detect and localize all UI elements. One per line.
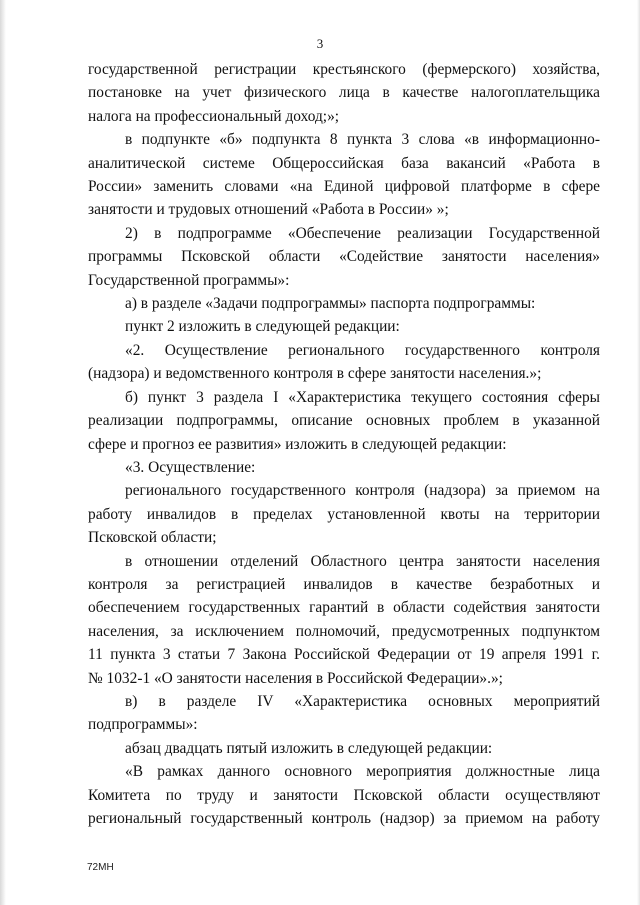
text-line: Псковской области; bbox=[88, 529, 217, 547]
text-line: 11 пункта 3 статьи 7 Закона Российской Федерации от 19 апреля 1991 г. bbox=[88, 646, 600, 664]
text-line: занятости и трудовых отношений «Работа в России» »; bbox=[88, 201, 449, 219]
text-line: сфере и прогноз ее развития» изложить в следующей редакции: bbox=[88, 435, 507, 453]
text-line: б) пункт 3 раздела I «Характеристика текущего состояния сферы bbox=[125, 388, 600, 406]
text-line: налога на профессиональный доход;»; bbox=[88, 107, 340, 125]
text-line: программы Псковской области «Содействие занятости населения» bbox=[88, 248, 600, 266]
text-line: Комитета по труду и занятости Псковской области осуществляют bbox=[88, 786, 600, 804]
text-line: в) в разделе IV «Характеристика основных мероприятий bbox=[125, 692, 600, 710]
text-line: «2. Осуществление регионального государственного контроля bbox=[125, 341, 600, 359]
text-line: абзац двадцать пятый изложить в следующей редакции: bbox=[125, 739, 493, 757]
text-line: России» заменить словами «на Единой цифровой платформе в сфере bbox=[88, 178, 600, 196]
page-number: 3 bbox=[316, 36, 324, 51]
document-body bbox=[88, 58, 600, 830]
text-line: государственной регистрации крестьянского (фермерского) хозяйства, bbox=[88, 61, 600, 78]
text-line: (надзора) и ведомственного контроля в сфере занятости населения.»; bbox=[88, 365, 542, 383]
text-line: пункт 2 изложить в следующей редакции: bbox=[125, 318, 400, 336]
text-line: постановке на учет физического лица в качестве налогоплательщика bbox=[88, 84, 600, 102]
text-line: в отношении отделений Областного центра занятости населения bbox=[125, 552, 600, 570]
text-line: региональный государственный контроль (надзор) за приемом на работу bbox=[88, 810, 600, 827]
text-line: населения, за исключением полномочий, предусмотренных подпунктом bbox=[88, 622, 600, 640]
scan-edge-left bbox=[0, 0, 6, 905]
text-line: контроля за регистрацией инвалидов в качестве безработных и bbox=[88, 575, 600, 593]
text-line: подпрограммы»: bbox=[88, 716, 198, 734]
text-line: № 1032-1 «О занятости населения в Российской Федерации».»; bbox=[88, 669, 503, 687]
text-line: работу инвалидов в пределах установленной квоты на территории bbox=[88, 505, 600, 523]
text-line: «В рамках данного основного мероприятия должностные лица bbox=[125, 763, 600, 781]
text-line: «3. Осуществление: bbox=[125, 458, 256, 476]
text-line: а) в разделе «Задачи подпрограммы» паспорта подпрограммы: bbox=[125, 295, 536, 313]
text-line: аналитической системе Общероссийская база вакансий «Работа в bbox=[88, 154, 600, 172]
text-line: обеспечением государственных гарантий в области содействия занятости bbox=[88, 599, 600, 617]
text-line: в подпункте «б» подпункта 8 пункта 3 слова «в информационно- bbox=[125, 131, 600, 149]
document-code: 72МН bbox=[87, 862, 114, 873]
text-line: реализации подпрограммы, описание основных проблем в указанной bbox=[88, 412, 600, 430]
text-line: регионального государственного контроля (надзора) за приемом на bbox=[125, 482, 600, 500]
text-line: 2) в подпрограмме «Обеспечение реализации Государственной bbox=[125, 224, 600, 242]
text-line: Государственной программы»: bbox=[88, 271, 290, 289]
